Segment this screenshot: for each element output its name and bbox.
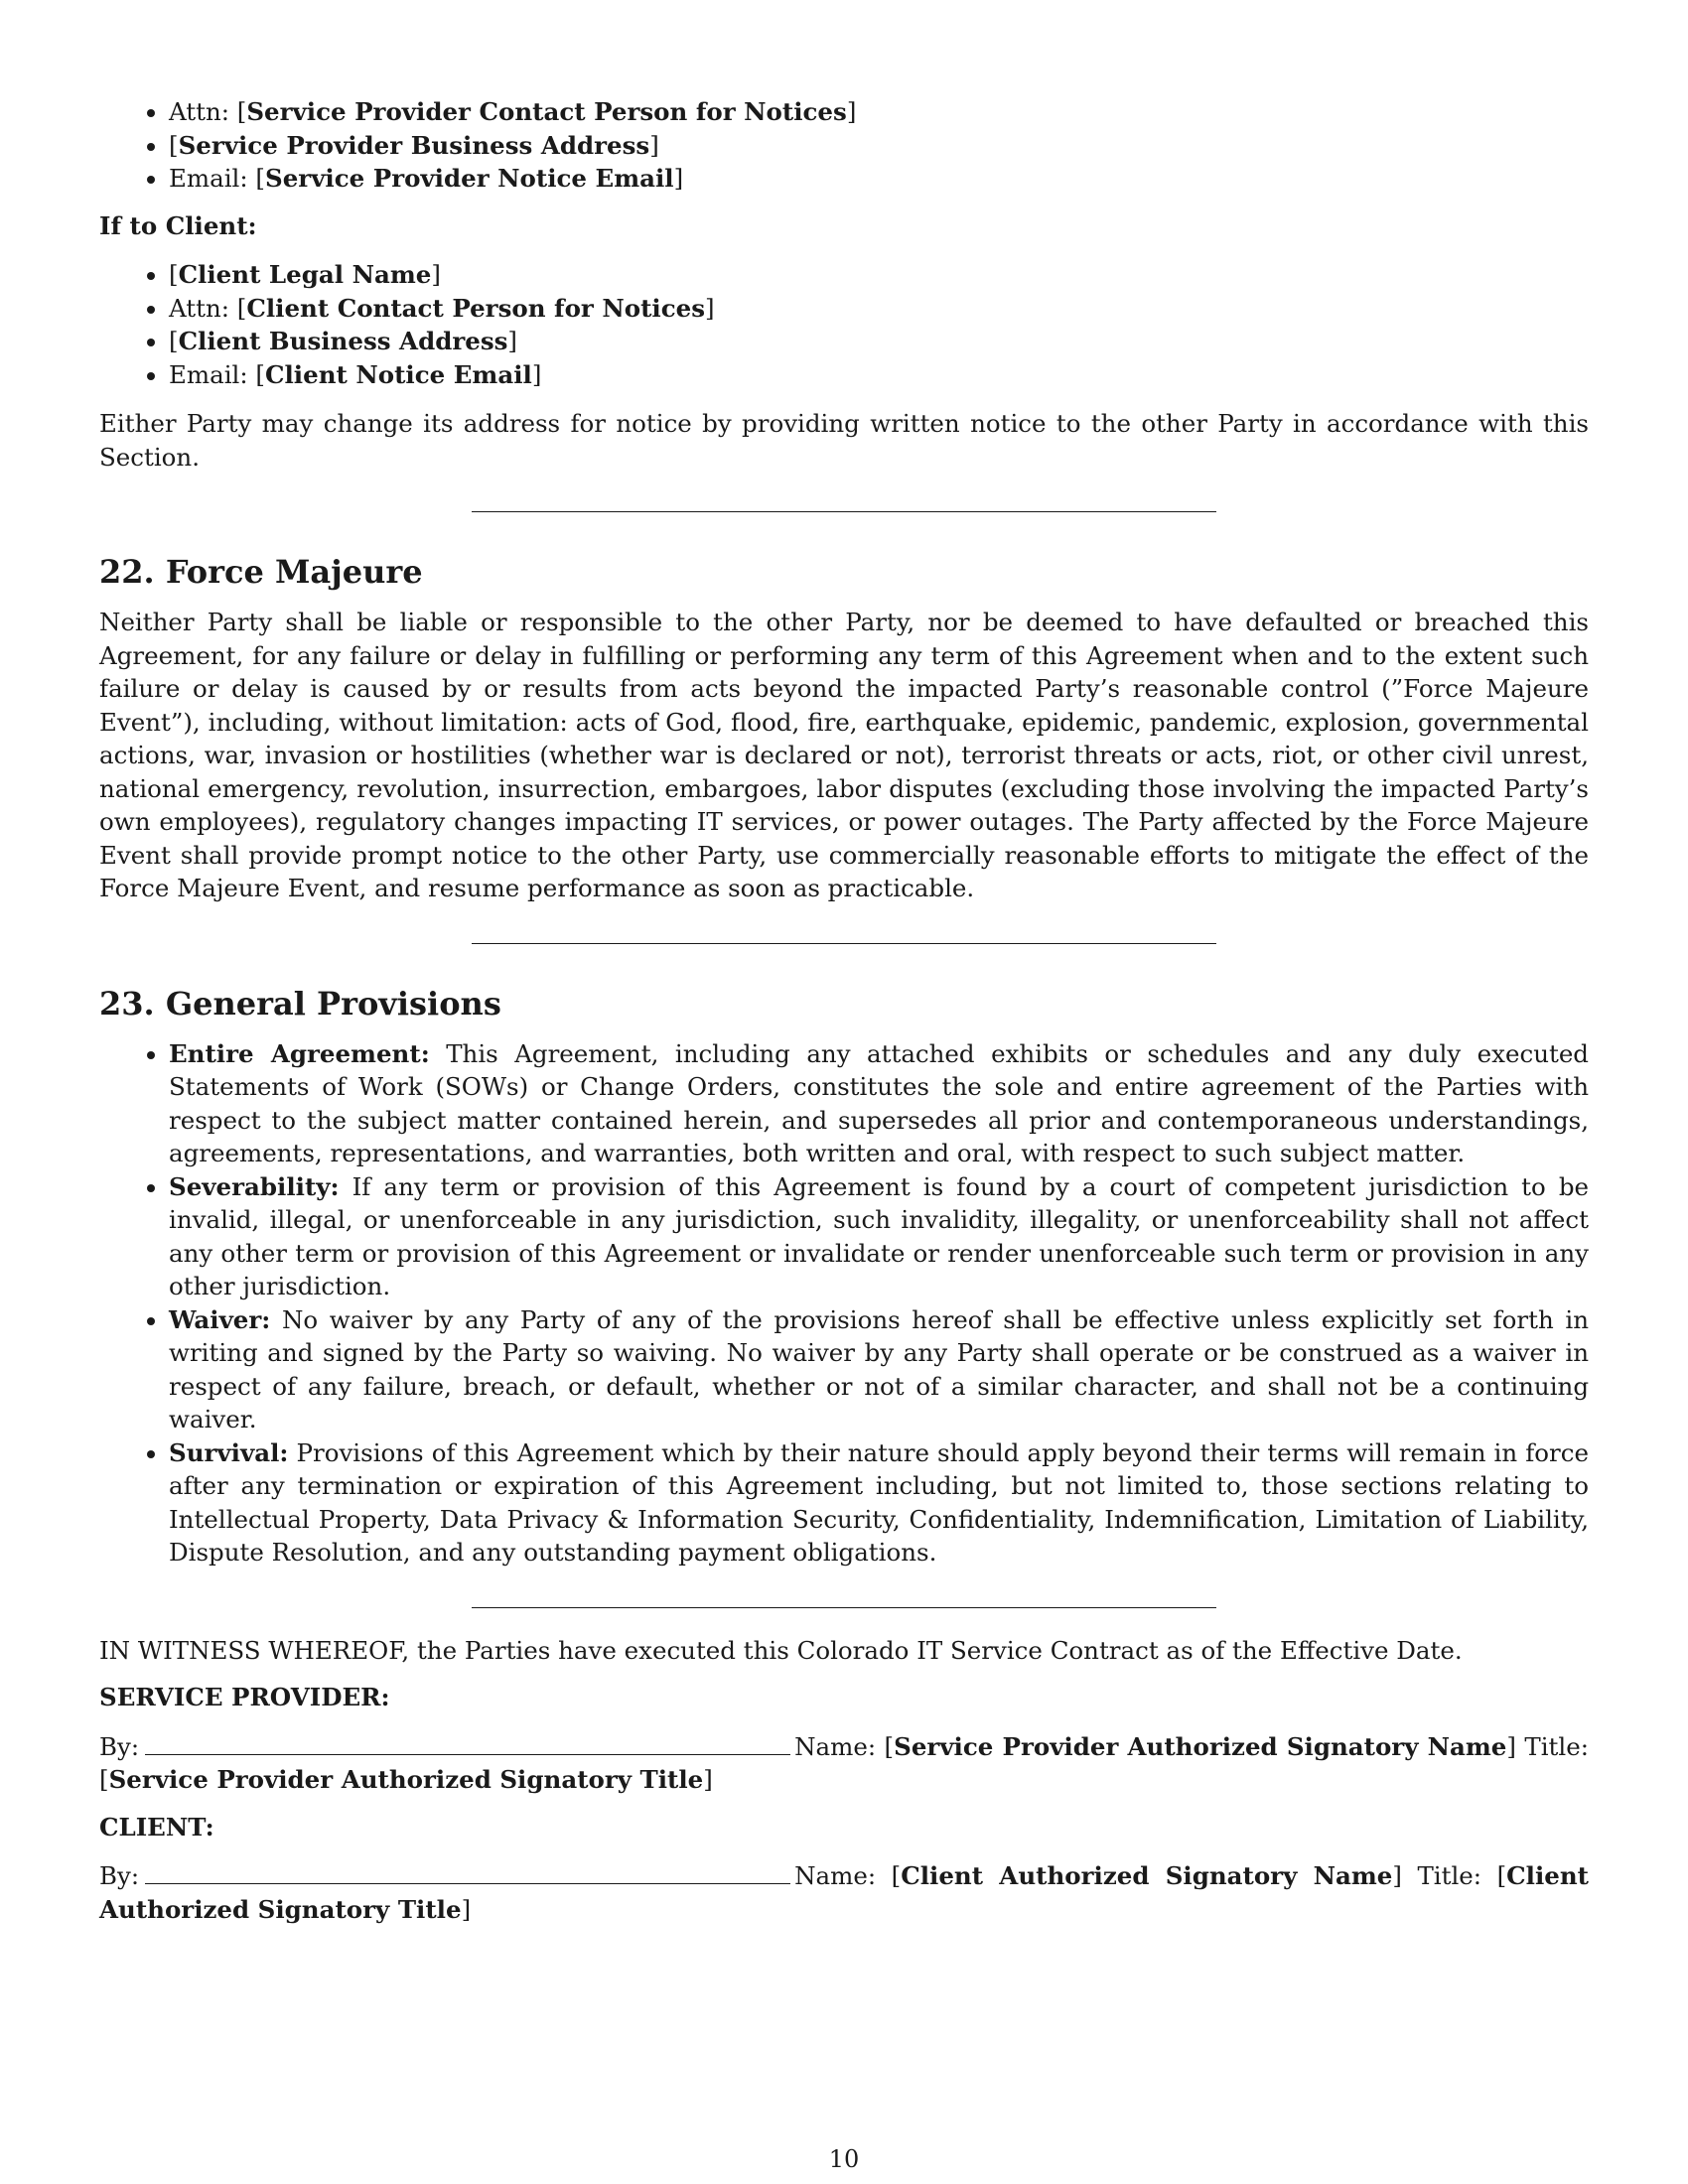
notice-change-paragraph: Either Party may change its address for notice by providing written notice to the other Party in accordance with this Section.: [99, 409, 1589, 472]
client-heading: CLIENT:: [99, 1812, 214, 1842]
provider-notice-item: • Email: [Service Provider Notice Email]: [169, 162, 1589, 196]
provider-notice-item: • Attn: [Service Provider Contact Person for Notices]: [169, 95, 1589, 129]
section-divider: [472, 1607, 1216, 1608]
client-notice-item: • [Client Business Address]: [169, 325, 1589, 358]
page-number: 10: [828, 2145, 860, 2173]
provision-item: • Entire Agreement: This Agreement, including any attached exhibits or schedules and any duly executed Statements of Work (SOWs) or Change Orders, constitutes the sole and entire agreement of the Parties with respect to the subject matter contained herein, and supersedes all prior and contemporaneous understandings, agreements, representations, and warranties, both written and oral, with respect to such subject matter.: [169, 1037, 1589, 1170]
client-notice-item: • Email: [Client Notice Email]: [169, 358, 1589, 392]
section-22-heading: 22. Force Majeure: [99, 553, 423, 591]
witness-statement: IN WITNESS WHEREOF, the Parties have executed this Colorado IT Service Contract as of the Effective Date.: [99, 1635, 1463, 1665]
page-content: [99, 95, 1589, 1926]
client-signatory-name: Client Authorized Signatory Name: [901, 1861, 1393, 1890]
client-notice-item: • [Client Legal Name]: [169, 258, 1589, 292]
provision-label: Entire Agreement:: [169, 1038, 430, 1068]
provider-signature-block: By: Name: [Service Provider Authorized Signatory Name] Title: [Service Provider Authorized Signatory Title]: [99, 1731, 1589, 1794]
provision-label: Waiver:: [169, 1304, 271, 1334]
provider-signatory-title: Service Provider Authorized Signatory Title: [108, 1765, 704, 1794]
client-notice-heading: If to Client:: [99, 210, 257, 240]
provision-item: • Severability: If any term or provision of this Agreement is found by a court of competent jurisdiction to be invalid, illegal, or unenforceable in any jurisdiction, such invalidity, illegality, or unenforceability shall not affect any other term or provision of this Agreement or invalidate or render unenforceable such term or provision in any other jurisdiction.: [169, 1170, 1589, 1303]
provider-signatory-name: Service Provider Authorized Signatory Name: [894, 1731, 1507, 1761]
provider-notice-item: • [Service Provider Business Address]: [169, 129, 1589, 163]
section-23-heading: 23. General Provisions: [99, 984, 501, 1023]
force-majeure-paragraph: Neither Party shall be liable or responsible to the other Party, nor be deemed to have defaulted or breached this Agreement, for any failure or delay in fulfilling or performing any term of this Agreement when and to the extent such failure or delay is caused by or results from acts beyond the impacted Party’s reasonable control (”Force Majeure Event”), including, without limitation: acts of God, flood, fire, earthquake, epidemic, pandemic, explosion, governmental actions, war, invasion or hostilities (whether war is declared or not), terrorist threats or acts, riot, or other civil unrest, national emergency, revolution, insurrection, embargoes, labor disputes (excluding those involving the impacted Party’s own employees), regulatory changes impacting IT services, or power outages. The Party affected by the Force Majeure Event shall provide prompt notice to the other Party, use commercially reasonable efforts to mitigate the effect of the Force Majeure Event, and resume performance as soon as practicable.: [99, 608, 1589, 902]
client-signatory-title: Client Authorized Signatory Title: [99, 1861, 1589, 1924]
section-divider: [472, 511, 1216, 512]
provision-item: • Survival: Provisions of this Agreement which by their nature should apply beyond their terms will remain in force after any termination or expiration of this Agreement including, but not limited to, those sections relating to Intellectual Property, Data Privacy & Information Security, Confidentiality, Indemnification, Limitation of Liability, Dispute Resolution, and any outstanding payment obligations.: [169, 1436, 1589, 1570]
section-divider: [472, 943, 1216, 944]
provider-signature-line[interactable]: [145, 1732, 790, 1755]
client-signature-block: By: Name: [Client Authorized Signatory Name] Title: [Client Authorized Signatory Title]: [99, 1861, 1589, 1924]
client-notice-list: [99, 258, 1589, 391]
provision-item: • Waiver: No waiver by any Party of any of the provisions hereof shall be effective unless explicitly set forth in writing and signed by the Party so waiving. No waiver by any Party shall operate or be construed as a waiver in respect of any failure, breach, or default, whether or not of a similar character, and shall not be a continuing waiver.: [169, 1303, 1589, 1436]
general-provisions-list: [99, 1037, 1589, 1570]
service-provider-heading: SERVICE PROVIDER:: [99, 1683, 390, 1711]
provision-label: Severability:: [169, 1171, 340, 1201]
client-notice-item: • Attn: [Client Contact Person for Notices]: [169, 292, 1589, 326]
provider-notice-list: [99, 95, 1589, 196]
provision-label: Survival:: [169, 1437, 289, 1467]
client-signature-line[interactable]: [145, 1861, 790, 1884]
